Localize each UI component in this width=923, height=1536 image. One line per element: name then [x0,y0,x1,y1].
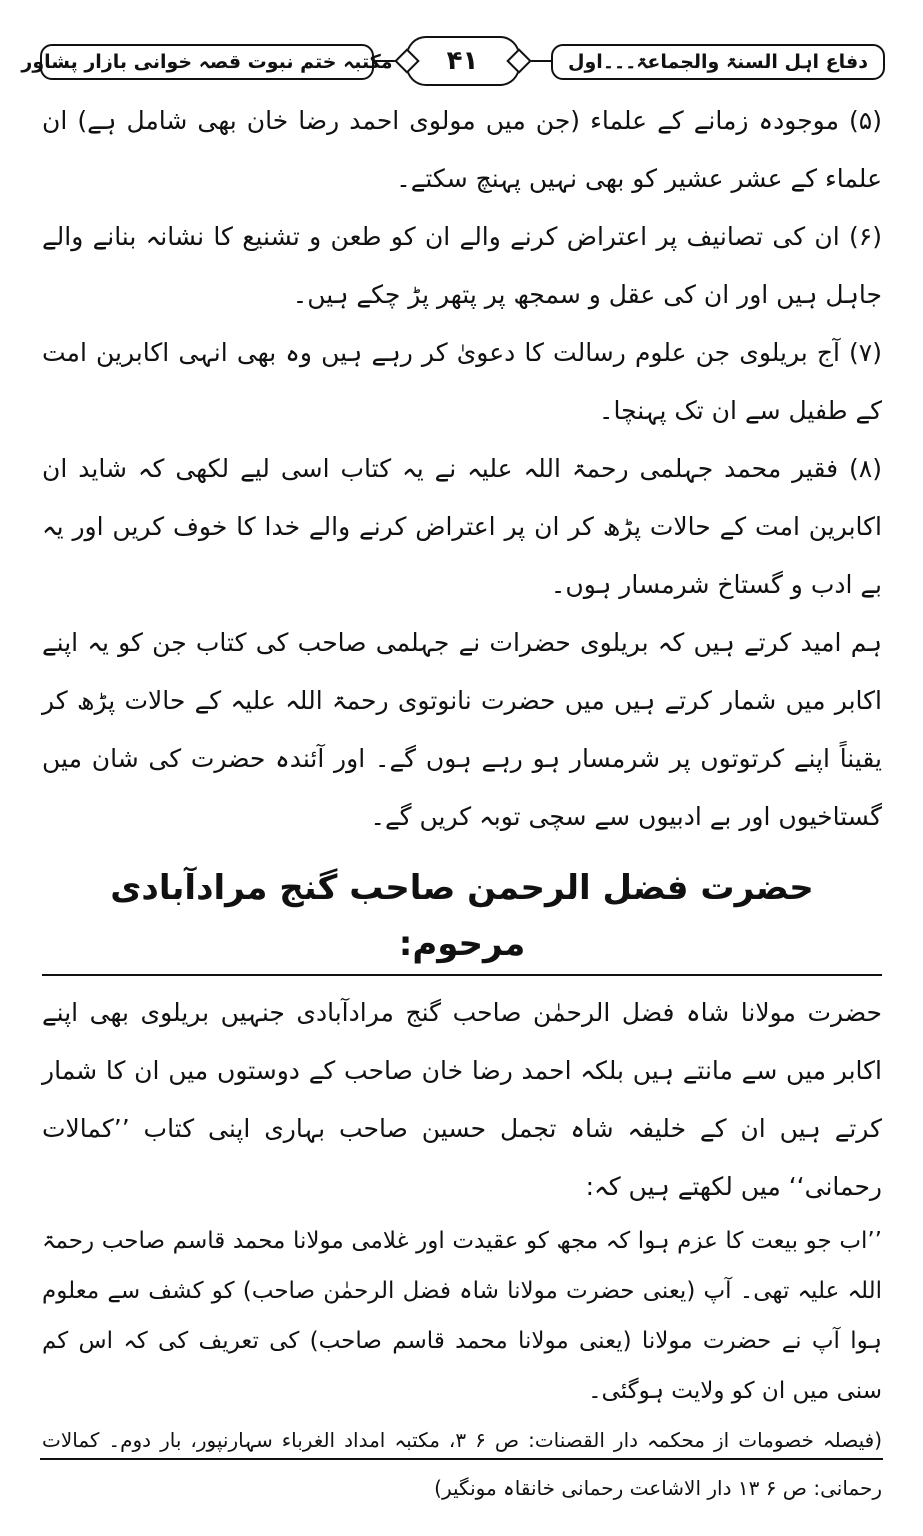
paragraph-point-5: (۵) موجودہ زمانے کے علماء (جن میں مولوی احمد رضا خان بھی شامل ہے) ان علماء کے عشر عشیر کو بھی نہیں پہنچ سکتے۔ [42,106,882,193]
paragraph-hope: ہم امید کرتے ہیں کہ بریلوی حضرات نے جہلمی صاحب کی کتاب جن کو یہ اپنے اکابر میں شمار کرتے ہیں میں حضرت نانوتوی رحمۃ اللہ علیہ کے حالات پڑھ کر یقیناً اپنے کرتوتوں پر شرمسار ہو رہے ہوں گے۔ اور آئندہ حضرت کی شان میں گستاخیوں اور بے ادبیوں سے سچی توبہ کریں گے۔ [42,628,882,831]
publisher-box [21,44,393,80]
footer-rule [40,1458,883,1460]
section-heading: حضرت فضل الرحمن صاحب گنج مرادآبادی مرحوم: [42,860,882,976]
page-number: ۴۱ [446,46,479,76]
section-reference: (فیصلہ خصومات از محکمہ دار القصنات: ص ۶ ۳، مکتبہ امداد الغرباء سہارنپور، بار دوم۔ کمالات رحمانی: ص ۶ ۱۳ دار الاشاعت رحمانی خانقاہ مونگیر) [42,1428,883,1500]
section-quote: ’’اب جو بیعت کا عزم ہوا کہ مجھ کو عقیدت اور غلامی مولانا محمد قاسم صاحب رحمۃ اللہ علیہ تھی۔ آپ (یعنی حضرت مولانا شاہ فضل الرحمٰن صاحب) کو کشف سے معلوم ہوا آپ نے حضرت مولانا (یعنی مولانا محمد قاسم صاحب) کی تعریف کی کہ اس کم سنی میں ان کو ولایت ہوگئی۔ [42,1228,882,1404]
paragraph-point-6: (۶) ان کی تصانیف پر اعتراض کرنے والے ان کو طعن و تشنیع کا نشانہ بنانے والے جاہل ہیں اور ان کی عقل و سمجھ پر پتھر پڑ چکے ہیں۔ [42,222,882,309]
page-number-box [406,36,520,86]
book-title: دفاع اہل السنۃ والجماعۃ۔۔۔اول [568,51,868,73]
publisher-name: مکتبہ ختم نبوت قصہ خوانی بازار پشاور [21,51,393,73]
section-intro: حضرت مولانا شاہ فضل الرحمٰن صاحب گنج مرادآبادی جنہیں بریلوی بھی اپنے اکابر میں سے مانتے ہیں بلکہ احمد رضا خان صاحب کے دوستوں میں ان کا شمار کرتے ہیں ان کے خلیفہ شاہ تجمل حسین صاحب بہاری اپنی کتاب ’’کمالات رحمانی‘‘ میں لکھتے ہیں کہ: [42,998,882,1201]
page-header [21,30,885,90]
book-title-box [551,44,885,80]
paragraph-point-7: (۷) آج بریلوی جن علوم رسالت کا دعویٰ کر رہے ہیں وہ بھی انہی اکابرین امت کے طفیل سے ان تک پہنچا۔ [42,338,882,425]
page-body [42,92,882,1512]
paragraph-point-8: (۸) فقیر محمد جہلمی رحمۃ اللہ علیہ نے یہ کتاب اسی لیے لکھی کہ شاید ان اکابرین امت کے حالات پڑھ کر ان پر اعتراض کرنے والے خدا کا خوف کریں اور یہ بے ادب و گستاخ شرمسار ہوں۔ [42,454,882,599]
section-heading-wrap [42,860,882,976]
